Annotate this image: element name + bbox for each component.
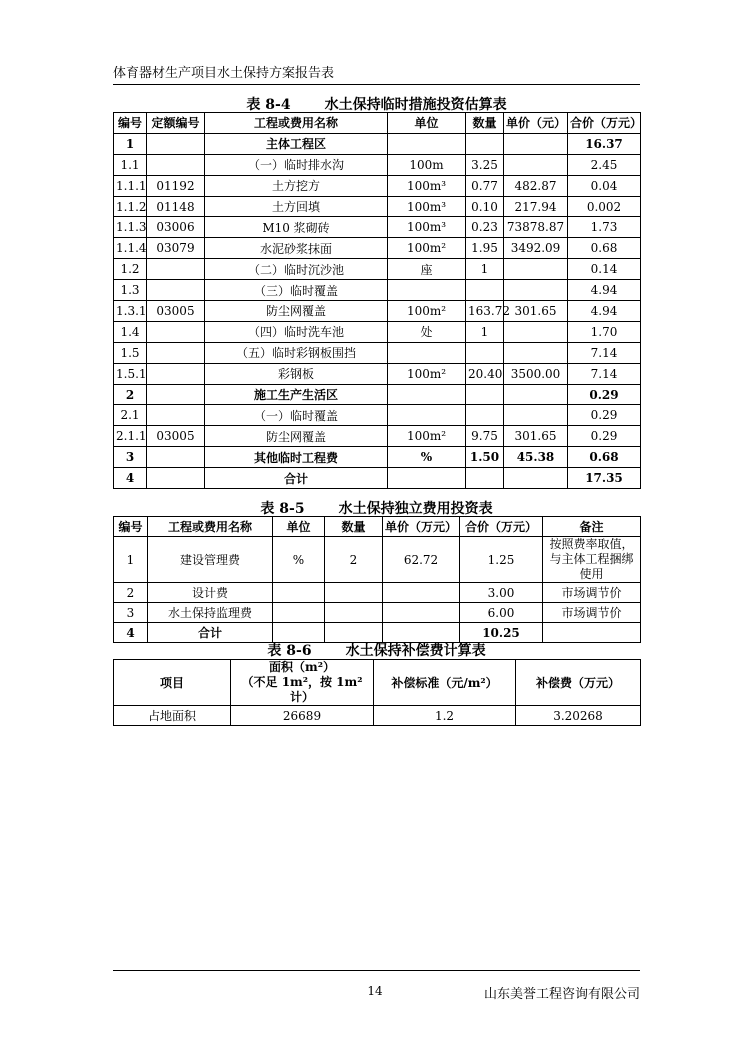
table-cell: 市场调节价 — [543, 583, 641, 603]
header-rule — [113, 84, 640, 85]
cell-project: 占地面积 — [114, 706, 231, 726]
column-header: 定额编号 — [147, 113, 205, 134]
table-cell: （五）临时彩钢板围挡 — [205, 342, 388, 363]
table-cell: （二）临时沉沙池 — [205, 259, 388, 280]
table-cell: 1.1.4 — [114, 238, 147, 259]
header-compensation-fee: 补偿费（万元） — [516, 660, 641, 706]
table-cell: 301.65 — [504, 301, 568, 322]
table-cell: 1.70 — [568, 321, 641, 342]
table-cell: 4 — [114, 623, 148, 643]
table-row — [114, 175, 641, 196]
table-cell: 3 — [114, 603, 148, 623]
table-cell — [504, 342, 568, 363]
table-cell: 2.1 — [114, 405, 147, 426]
table-row — [114, 342, 641, 363]
table-cell: 1.5.1 — [114, 363, 147, 384]
table-cell: 7.14 — [568, 342, 641, 363]
table-cell: 7.14 — [568, 363, 641, 384]
table-row — [114, 583, 641, 603]
table-cell: % — [273, 537, 325, 583]
table-cell — [466, 342, 504, 363]
column-header: 单位 — [273, 517, 325, 537]
document-header-title: 体育器材生产项目水土保持方案报告表 — [113, 66, 335, 81]
table-cell: 其他临时工程费 — [205, 447, 388, 468]
table-cell — [147, 259, 205, 280]
table-cell: 土方挖方 — [205, 175, 388, 196]
table-cell — [466, 405, 504, 426]
table-cell — [147, 468, 205, 489]
table-row — [114, 468, 641, 489]
header-area-label: 面积（m²） — [269, 660, 335, 674]
table-cell: 1.1 — [114, 154, 147, 175]
table-cell: 100m² — [388, 426, 466, 447]
table-cell: 1.5 — [114, 342, 147, 363]
table-row — [114, 405, 641, 426]
table-cell: 2 — [114, 583, 148, 603]
table-cell: % — [388, 447, 466, 468]
table-cell — [504, 405, 568, 426]
table-cell: 1 — [114, 537, 148, 583]
table-cell: 4.94 — [568, 301, 641, 322]
table-cell: 9.75 — [466, 426, 504, 447]
table-cell: 设计费 — [148, 583, 273, 603]
table-cell: 0.29 — [568, 426, 641, 447]
table-cell: 301.65 — [504, 426, 568, 447]
header-area — [231, 660, 374, 706]
table-cell: 03005 — [147, 301, 205, 322]
table-cell: 防尘网覆盖 — [205, 426, 388, 447]
table-row — [114, 280, 641, 301]
table-cell: 4 — [114, 468, 147, 489]
cell-standard: 1.2 — [374, 706, 516, 726]
table-cell: 市场调节价 — [543, 603, 641, 623]
column-header: 合价（万元） — [460, 517, 543, 537]
table-cell — [388, 468, 466, 489]
table-cell: 0.23 — [466, 217, 504, 238]
column-header: 数量 — [466, 113, 504, 134]
table-cell: 0.68 — [568, 238, 641, 259]
table-cell: 彩钢板 — [205, 363, 388, 384]
table-cell — [388, 384, 466, 405]
table-cell: 1.1.1 — [114, 175, 147, 196]
column-header: 编号 — [114, 517, 148, 537]
table-cell: 合计 — [205, 468, 388, 489]
table-cell: 01148 — [147, 196, 205, 217]
table-row — [114, 384, 641, 405]
table-cell: 座 — [388, 259, 466, 280]
table-cell: 防尘网覆盖 — [205, 301, 388, 322]
table-cell — [388, 405, 466, 426]
table-8-5-caption: 水土保持独立费用投资表 — [338, 501, 493, 517]
table-cell: 45.38 — [504, 447, 568, 468]
page-number: 14 — [367, 984, 383, 998]
table-8-4 — [113, 112, 641, 489]
table-8-6-caption: 水土保持补偿费计算表 — [345, 643, 486, 659]
table-cell — [466, 133, 504, 154]
table-8-6 — [113, 659, 641, 726]
table-8-4-number: 表 8-4 — [246, 97, 291, 113]
table-cell — [325, 583, 383, 603]
table-cell: 3500.00 — [504, 363, 568, 384]
table-cell: 2 — [325, 537, 383, 583]
table-cell: 482.87 — [504, 175, 568, 196]
column-header: 工程或费用名称 — [148, 517, 273, 537]
table-cell: （三）临时覆盖 — [205, 280, 388, 301]
table-row — [114, 154, 641, 175]
table-cell: 73878.87 — [504, 217, 568, 238]
table-cell: 2.1.1 — [114, 426, 147, 447]
table-cell: 水土保持监理费 — [148, 603, 273, 623]
table-row — [114, 259, 641, 280]
table-cell: M10 浆砌砖 — [205, 217, 388, 238]
column-header: 单价（元） — [504, 113, 568, 134]
table-cell: 100m³ — [388, 175, 466, 196]
table-cell: 0.68 — [568, 447, 641, 468]
table-cell — [388, 342, 466, 363]
column-header: 编号 — [114, 113, 147, 134]
table-cell: 3.00 — [460, 583, 543, 603]
table-8-4-caption: 水土保持临时措施投资估算表 — [324, 97, 507, 113]
table-cell: （四）临时洗车池 — [205, 321, 388, 342]
table-cell — [147, 154, 205, 175]
table-8-5-number: 表 8-5 — [260, 501, 305, 517]
table-cell — [383, 583, 460, 603]
table-cell: （一）临时覆盖 — [205, 405, 388, 426]
table-cell — [147, 384, 205, 405]
table-cell — [325, 603, 383, 623]
table-cell: （一）临时排水沟 — [205, 154, 388, 175]
table-cell: 0.77 — [466, 175, 504, 196]
table-cell: 20.40 — [466, 363, 504, 384]
table-cell: 1.3.1 — [114, 301, 147, 322]
table-cell — [466, 280, 504, 301]
table-cell: 合计 — [148, 623, 273, 643]
column-header: 单价（万元） — [383, 517, 460, 537]
table-cell: 100m³ — [388, 196, 466, 217]
header-compensation-standard: 补偿标准（元/m²） — [374, 660, 516, 706]
table-cell: 0.10 — [466, 196, 504, 217]
table-cell: 1 — [114, 133, 147, 154]
table-row — [114, 426, 641, 447]
table-cell: 3 — [114, 447, 147, 468]
table-cell: 217.94 — [504, 196, 568, 217]
table-cell: 建设管理费 — [148, 537, 273, 583]
table-cell — [147, 321, 205, 342]
table-cell: 3.25 — [466, 154, 504, 175]
table-cell: 1.4 — [114, 321, 147, 342]
table-cell: 土方回填 — [205, 196, 388, 217]
table-cell: 水泥砂浆抹面 — [205, 238, 388, 259]
table-cell: 0.14 — [568, 259, 641, 280]
table-cell: 2 — [114, 384, 147, 405]
table-cell: 1.50 — [466, 447, 504, 468]
table-cell — [504, 133, 568, 154]
table-cell: 2.45 — [568, 154, 641, 175]
table-cell: 100m — [388, 154, 466, 175]
table-cell: 100m² — [388, 238, 466, 259]
table-cell: 施工生产生活区 — [205, 384, 388, 405]
table-row — [114, 537, 641, 583]
table-8-6-number: 表 8-6 — [267, 643, 312, 659]
table-cell: 1.95 — [466, 238, 504, 259]
table-8-5-title — [113, 498, 640, 518]
table-cell — [388, 280, 466, 301]
cell-fee: 3.20268 — [516, 706, 641, 726]
table-cell: 6.00 — [460, 603, 543, 623]
table-cell — [504, 384, 568, 405]
table-cell: 0.29 — [568, 405, 641, 426]
table-row — [114, 217, 641, 238]
table-cell — [147, 405, 205, 426]
table-row — [114, 363, 641, 384]
cell-area: 26689 — [231, 706, 374, 726]
table-cell — [147, 342, 205, 363]
table-cell — [504, 154, 568, 175]
table-cell: 0.002 — [568, 196, 641, 217]
company-name: 山东美誉工程咨询有限公司 — [483, 987, 640, 1002]
column-header: 备注 — [543, 517, 641, 537]
column-header: 工程或费用名称 — [205, 113, 388, 134]
table-cell: 100m³ — [388, 217, 466, 238]
column-header: 合价（万元） — [568, 113, 641, 134]
table-cell: 0.29 — [568, 384, 641, 405]
table-cell: 1.73 — [568, 217, 641, 238]
table-cell — [388, 133, 466, 154]
header-area-note: （不足 1m²，按 1m² 计） — [241, 675, 363, 704]
table-cell: 03006 — [147, 217, 205, 238]
table-cell — [504, 280, 568, 301]
table-cell: 100m² — [388, 363, 466, 384]
table-cell: 01192 — [147, 175, 205, 196]
table-cell — [147, 447, 205, 468]
table-cell — [466, 384, 504, 405]
column-header: 数量 — [325, 517, 383, 537]
table-8-6-header-row — [114, 660, 641, 706]
table-cell: 4.94 — [568, 280, 641, 301]
table-cell: 62.72 — [383, 537, 460, 583]
table-cell: 03005 — [147, 426, 205, 447]
table-cell — [504, 259, 568, 280]
table-8-6-title — [113, 640, 640, 660]
table-cell: 1.1.3 — [114, 217, 147, 238]
table-cell: 1.1.2 — [114, 196, 147, 217]
table-cell — [273, 603, 325, 623]
table-cell — [466, 468, 504, 489]
table-8-4-title — [113, 94, 640, 114]
table-cell: 10.25 — [460, 623, 543, 643]
table-cell — [147, 133, 205, 154]
table-cell — [383, 603, 460, 623]
table-row — [114, 321, 641, 342]
table-row — [114, 603, 641, 623]
table-cell: 03079 — [147, 238, 205, 259]
table-cell: 3492.09 — [504, 238, 568, 259]
table-8-5 — [113, 516, 641, 643]
table-row — [114, 706, 641, 726]
table-row — [114, 238, 641, 259]
table-row — [114, 196, 641, 217]
table-8-5-header-row — [114, 517, 641, 537]
table-cell: 16.37 — [568, 133, 641, 154]
table-cell: 17.35 — [568, 468, 641, 489]
table-cell: 1.25 — [460, 537, 543, 583]
table-cell: 处 — [388, 321, 466, 342]
header-project: 项目 — [114, 660, 231, 706]
table-cell — [273, 583, 325, 603]
table-cell: 1 — [466, 321, 504, 342]
table-row — [114, 133, 641, 154]
table-cell: 163.72 — [466, 301, 504, 322]
table-cell: 100m² — [388, 301, 466, 322]
table-row — [114, 447, 641, 468]
table-8-4-header-row — [114, 113, 641, 134]
table-cell: 1.2 — [114, 259, 147, 280]
table-cell — [504, 321, 568, 342]
table-cell: 1.3 — [114, 280, 147, 301]
table-cell: 1 — [466, 259, 504, 280]
table-cell — [147, 363, 205, 384]
column-header: 单位 — [388, 113, 466, 134]
table-cell: 按照费率取值，与主体工程捆绑使用 — [543, 537, 641, 583]
table-cell — [504, 468, 568, 489]
footer-rule — [113, 970, 640, 971]
table-cell — [147, 280, 205, 301]
table-cell: 主体工程区 — [205, 133, 388, 154]
table-row — [114, 301, 641, 322]
table-cell: 0.04 — [568, 175, 641, 196]
